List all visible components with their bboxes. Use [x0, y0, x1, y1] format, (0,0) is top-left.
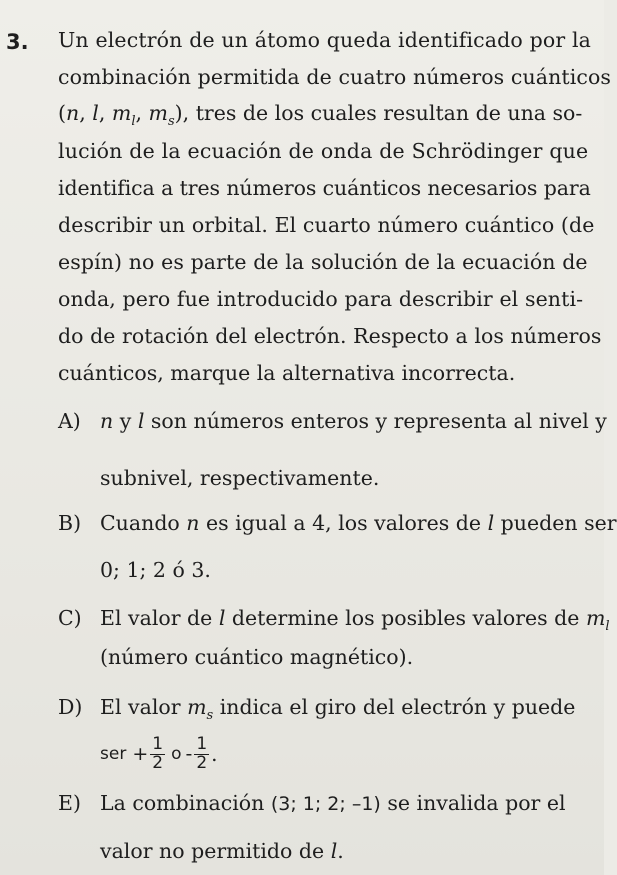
option-a-line-1: n y l son números enteros y representa al nivel y — [100, 409, 607, 433]
stem-line-3 — [58, 103, 582, 128]
stem-line-7: espín) no es parte de la solución de la ecuación de — [58, 250, 588, 274]
option-a-letter: A) — [58, 409, 81, 433]
stem-line-3-text: , tres de los cuales resultan de una so- — [182, 101, 583, 125]
option-c-letter: C) — [58, 606, 82, 630]
option-c-line-1: El valor de l determine los posibles valores de $m_l$ — [100, 606, 610, 634]
option-d-line-1: El valor $m_s$ indica el giro del electrón y puede — [100, 695, 576, 723]
option-c-line-2: (número cuántico magnético). — [100, 645, 414, 669]
stem-line-2: combinación permitida de cuatro números cuánticos — [58, 65, 612, 89]
option-e-letter: E) — [58, 791, 81, 815]
option-b-line-1: Cuando n es igual a 4, los valores de l pueden ser — [100, 511, 617, 535]
option-a-line-2: subnivel, respectivamente. — [100, 466, 380, 490]
stem-line-10: cuánticos, marque la alternativa incorrecta. — [58, 361, 516, 385]
stem-line-6: describir un orbital. El cuarto número cuántico (de — [58, 213, 595, 237]
stem-line-1: Un electrón de un átomo queda identificado por la — [58, 28, 592, 52]
stem-line-9: do de rotación del electrón. Respecto a los números — [58, 324, 602, 348]
question-number: 3. — [6, 30, 29, 54]
stem-line-4: lución de la ecuación de onda de Schrödinger que — [58, 139, 589, 163]
fraction-one-half-positive: $\frac{1}{2}$ — [152, 733, 164, 773]
fraction-one-half-negative: $\frac{1}{2}$ — [196, 733, 208, 773]
option-e-line-1: La combinación (3; 1; 2; –1) se invalida por el — [100, 791, 566, 815]
stem-line-8: onda, pero fue introducido para describir el senti- — [58, 287, 584, 311]
option-e-line-2: valor no permitido de l. — [100, 839, 344, 863]
stem-line-5: identifica a tres números cuánticos necesarios para — [58, 176, 591, 200]
option-d-line-2: ser + $\frac{1}{2}$ o - $\frac{1}{2}$ . — [100, 733, 218, 773]
option-b-letter: B) — [58, 511, 82, 535]
option-b-line-2: 0; 1; 2 ó 3. — [100, 558, 211, 582]
quantum-tuple: (n, l, $m_l$, $m_s$) — [58, 101, 183, 129]
option-d-letter: D) — [58, 695, 83, 719]
